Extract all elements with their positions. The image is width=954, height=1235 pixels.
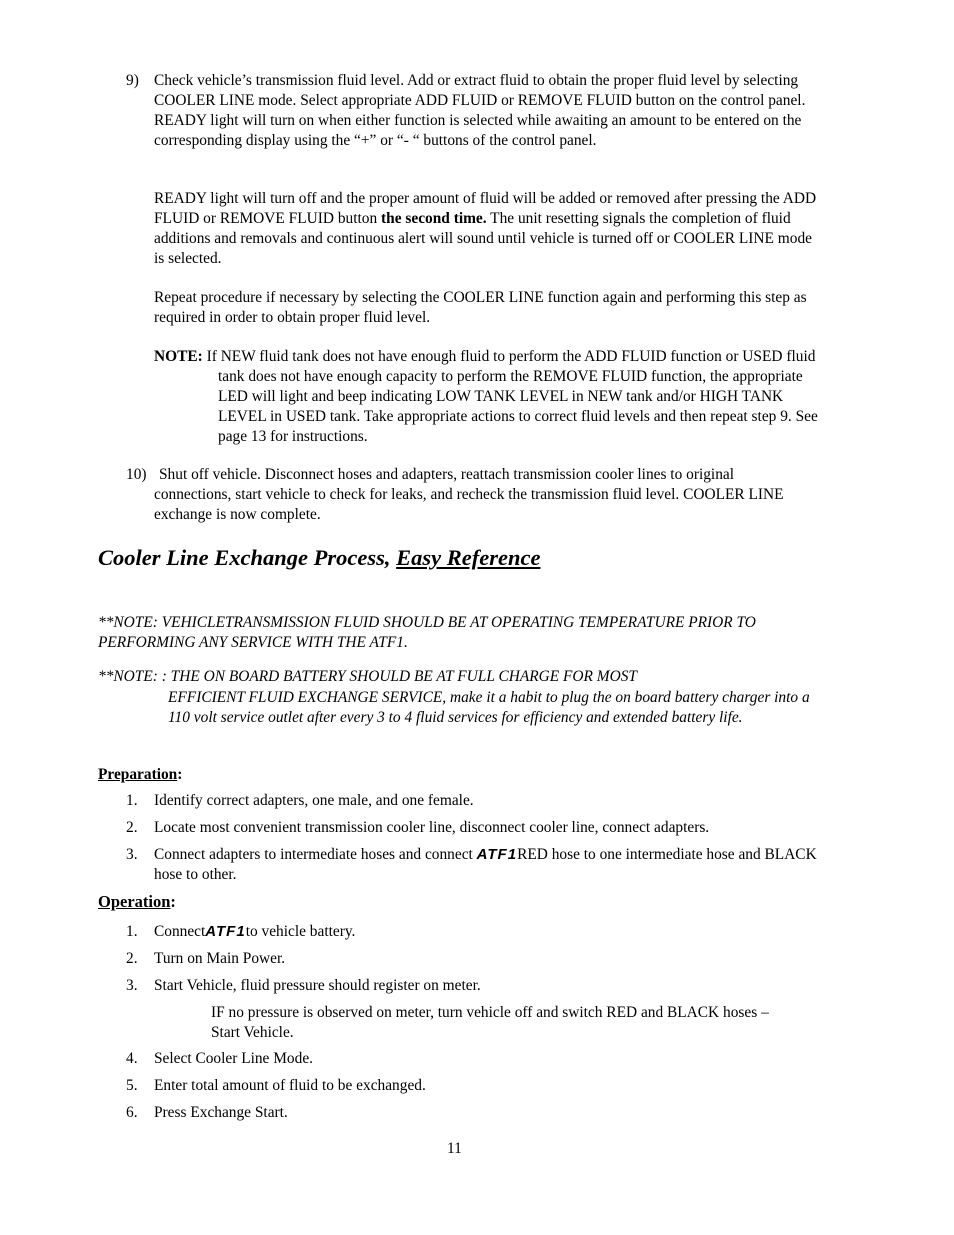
note-label: NOTE:	[154, 348, 203, 365]
preparation-heading	[98, 765, 182, 785]
step-10-text: Shut off vehicle. Disconnect hoses and adapters, reattach transmission cooler lines to original connections, start vehicle to check for leaks, and recheck the transmission fluid level. COOLER LINE exchange is now complete.	[154, 466, 784, 523]
section-heading-underlined: Easy Reference	[396, 545, 541, 570]
atf1-logo-text: ATF1	[205, 923, 246, 940]
step-9-paragraph-1: Check vehicle’s transmission fluid level. Add or extract fluid to obtain the proper fluid level by selecting COOLER LINE mode. Select appropriate ADD FLUID or REMOVE FLUID button on the control panel. READY light will turn on when either function is selected while awaiting an amount to be entered on the corresponding display using the “+” or “- “ buttons of the control panel.	[154, 72, 806, 149]
temperature-note: **NOTE: VEHICLETRANSMISSION FLUID SHOULD BE AT OPERATING TEMPERATURE PRIOR TO PERFORMING ANY SERVICE WITH THE ATF1.	[98, 614, 756, 651]
prep-item-3-pre: Connect adapters to intermediate hoses and connect	[154, 846, 477, 863]
preparation-title: Preparation	[98, 766, 178, 783]
section-heading-main: Cooler Line Exchange Process,	[98, 545, 397, 570]
operation-title: Operation	[98, 892, 171, 911]
battery-note-continued: EFFICIENT FLUID EXCHANGE SERVICE, make it a habit to plug the on board battery charger into a 110 volt service outlet after every 3 to 4 fluid services for efficiency and extended battery life.	[168, 689, 810, 726]
op-item-3-text: Start Vehicle, fluid pressure should register on meter.	[154, 977, 481, 994]
op-item-5-number: 5.	[126, 1077, 138, 1094]
step-10-number: 10)	[126, 466, 147, 483]
op-item-4-text: Select Cooler Line Mode.	[154, 1050, 313, 1067]
op-item-1-number: 1.	[126, 923, 138, 940]
op-item-6-number: 6.	[126, 1104, 138, 1121]
prep-item-3-text	[154, 845, 818, 885]
op-item-5-text: Enter total amount of fluid to be exchanged.	[154, 1077, 426, 1094]
step-9-emphasis: the second time.	[381, 210, 487, 227]
op-item-2-text: Turn on Main Power.	[154, 950, 286, 967]
note-text: If NEW fluid tank does not have enough fluid to perform the ADD FLUID function or USED fluid tank does not have enough capacity to perform the REMOVE FLUID function, the appropriate LED will light and beep indicating LOW TANK LEVEL in NEW tank and/or HIGH TANK LEVEL in USED tank. Take appropriate actions to correct fluid levels and then repeat step 9. See page 13 for instructions.	[202, 348, 818, 445]
page-number: 11	[447, 1140, 462, 1157]
op-item-3-subnote: IF no pressure is observed on meter, turn vehicle off and switch RED and BLACK hoses – Start Vehicle.	[211, 1004, 769, 1041]
prep-item-1-number: 1.	[126, 792, 138, 809]
operation-colon: :	[170, 892, 176, 911]
step-9-paragraph-2-text-b: The unit resetting signals the completion of fluid additions and removals and continuous alert will sound until vehicle is turned off or COOLER LINE mode is selected.	[154, 210, 812, 267]
step-9-paragraph-2-text-a: READY light will turn off and the proper amount of fluid will be added or removed after pressing the ADD FLUID or REMOVE FLUID button	[154, 190, 817, 227]
op-item-4-number: 4.	[126, 1050, 138, 1067]
prep-item-3-number: 3.	[126, 846, 138, 863]
prep-item-2-number: 2.	[126, 819, 138, 836]
op-item-1-post: to vehicle battery.	[245, 923, 356, 940]
op-item-2-number: 2.	[126, 950, 138, 967]
op-item-1-pre: Connect	[154, 923, 206, 940]
section-heading	[98, 545, 540, 571]
preparation-colon: :	[177, 766, 183, 783]
battery-note-line-1: **NOTE: : THE ON BOARD BATTERY SHOULD BE AT FULL CHARGE FOR MOST	[98, 668, 637, 685]
op-item-6-text: Press Exchange Start.	[154, 1104, 288, 1121]
prep-item-1-text: Identify correct adapters, one male, and one female.	[154, 792, 474, 809]
step-9-note	[154, 347, 818, 447]
prep-item-2-text: Locate most convenient transmission cooler line, disconnect cooler line, connect adapters.	[154, 819, 710, 836]
step-9-paragraph-2	[154, 189, 818, 269]
step-9-number: 9)	[126, 72, 139, 89]
op-item-3-number: 3.	[126, 977, 138, 994]
operation-heading	[98, 892, 176, 912]
atf1-logo-text: ATF1	[476, 846, 518, 863]
step-9-paragraph-3: Repeat procedure if necessary by selecting the COOLER LINE function again and performing this step as required in order to obtain proper fluid level.	[154, 289, 807, 326]
op-item-1-text	[154, 922, 818, 942]
prep-item-3-post: RED hose to one intermediate hose and BLACK hose to other.	[154, 846, 817, 883]
